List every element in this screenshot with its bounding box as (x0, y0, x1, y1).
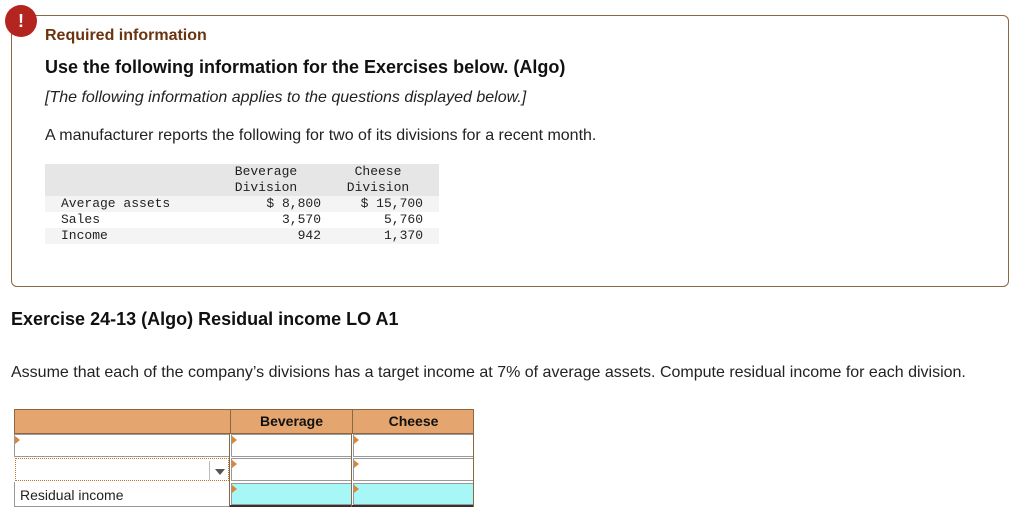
row2-beverage-input[interactable] (231, 458, 352, 481)
answer-header-row (14, 409, 474, 434)
header-beverage-line2: Division (234, 180, 298, 195)
row1-beverage-input[interactable] (231, 434, 352, 457)
row-label: Sales (61, 212, 101, 227)
total-underline (230, 505, 474, 507)
input-marker-icon (15, 436, 20, 444)
column-divider (229, 434, 230, 507)
column-header-cheese: Cheese (352, 410, 474, 433)
header-cheese-line2: Division (346, 180, 410, 195)
table-header-row (45, 180, 439, 196)
input-marker-icon (354, 460, 359, 468)
header-cheese-line1: Cheese (354, 164, 402, 179)
dropdown-separator (209, 461, 210, 480)
beverage-value: 3,570 (281, 212, 321, 227)
row3-cheese-input[interactable] (353, 483, 474, 505)
beverage-value: 942 (297, 228, 321, 243)
intro-text: A manufacturer reports the following for two of its divisions for a recent month. (45, 127, 597, 144)
header-blank (45, 164, 211, 180)
column-header-beverage: Beverage (230, 410, 352, 433)
row1-cheese-input[interactable] (353, 434, 474, 457)
required-information-box (11, 15, 1009, 287)
required-information-title: Required information (45, 27, 207, 44)
table-header-row (45, 164, 439, 180)
column-divider (473, 434, 474, 507)
row2-label-dropdown[interactable] (15, 458, 229, 481)
alert-icon: ! (5, 5, 37, 37)
exercise-title: Exercise 24-13 (Algo) Residual income LO A1 (11, 309, 399, 329)
header-beverage-line1: Beverage (234, 164, 298, 179)
header-blank (45, 180, 211, 196)
table-row (45, 196, 439, 212)
applies-note: [The following information applies to the questions displayed below.] (45, 89, 527, 106)
exercise-instruction: Assume that each of the company’s divisions has a target income at 7% of average assets. Compute residual income for each division. (11, 364, 966, 381)
row3-beverage-input[interactable] (231, 483, 352, 505)
cheese-value: $ 15,700 (360, 196, 423, 211)
input-marker-icon (232, 485, 237, 493)
table-row (45, 212, 439, 228)
column-divider (351, 434, 352, 507)
table-row (45, 228, 439, 244)
input-marker-icon (354, 485, 359, 493)
cheese-value: 1,370 (383, 228, 423, 243)
row2-cheese-input[interactable] (353, 458, 474, 481)
row1-label-input[interactable] (14, 434, 230, 457)
residual-income-label: Residual income (20, 487, 124, 503)
cheese-value: 5,760 (383, 212, 423, 227)
input-marker-icon (232, 436, 237, 444)
input-marker-icon (232, 460, 237, 468)
divisions-data-table (45, 164, 439, 244)
input-marker-icon (354, 436, 359, 444)
chevron-down-icon (215, 469, 225, 475)
beverage-value: $ 8,800 (266, 196, 321, 211)
row-label: Income (61, 228, 108, 243)
instructions-heading: Use the following information for the Exercises below. (Algo) (45, 57, 566, 77)
row-label: Average assets (61, 196, 171, 211)
